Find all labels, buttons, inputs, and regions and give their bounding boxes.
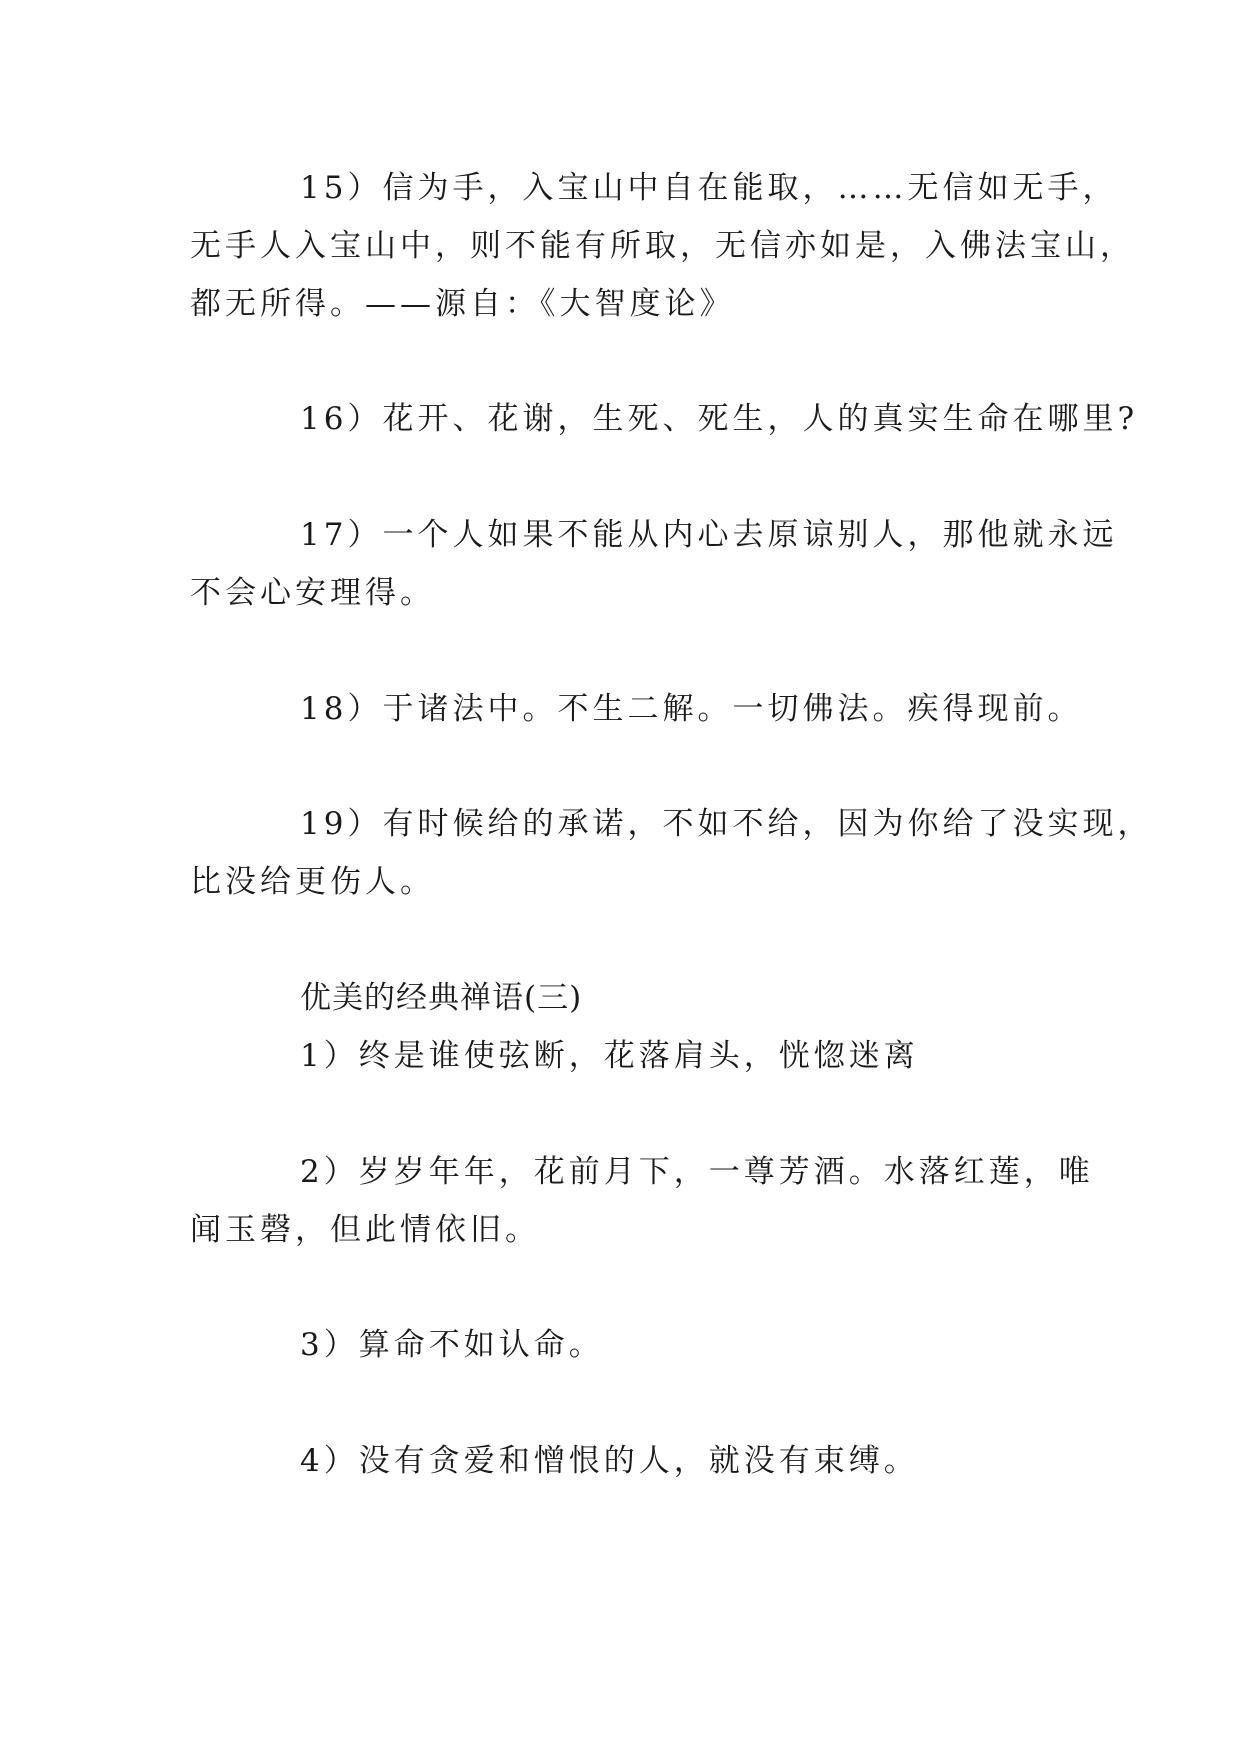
quote-16-line-1: 16）花开、花谢，生死、死生，人的真实生命在哪里? — [300, 401, 1139, 437]
quote-19-line-1: 19）有时候给的承诺，不如不给，因为你给了没实现， — [300, 806, 1153, 842]
quote-1-line-1: 1）终是谁使弦断，花落肩头，恍惚迷离 — [300, 1038, 919, 1074]
quote-2-line-1: 2）岁岁年年，花前月下，一尊芳酒。水落红莲，唯 — [300, 1154, 1094, 1190]
quote-17-line-1: 17）一个人如果不能从内心去原谅别人，那他就永远 — [300, 517, 1118, 553]
quote-15-line-1: 15）信为手，入宝山中自在能取，……无信如无手， — [300, 170, 1118, 206]
quote-15-line-3: 都无所得。——源自：《大智度论》 — [190, 286, 735, 322]
quote-18-line-1: 18）于诸法中。不生二解。一切佛法。疾得现前。 — [300, 691, 1083, 727]
quote-4-line-1: 4）没有贪爱和憎恨的人，就没有束缚。 — [300, 1443, 919, 1479]
quote-15-line-2: 无手人入宝山中，则不能有所取，无信亦如是，入佛法宝山， — [190, 228, 1135, 264]
quote-19-line-2: 比没给更伤人。 — [190, 864, 435, 900]
quote-3-line-1: 3）算命不如认命。 — [300, 1327, 604, 1363]
quote-2-line-2: 闻玉磬，但此情依旧。 — [190, 1212, 540, 1248]
section-heading: 优美的经典禅语(三) — [300, 980, 583, 1016]
quote-17-line-2: 不会心安理得。 — [190, 575, 435, 611]
